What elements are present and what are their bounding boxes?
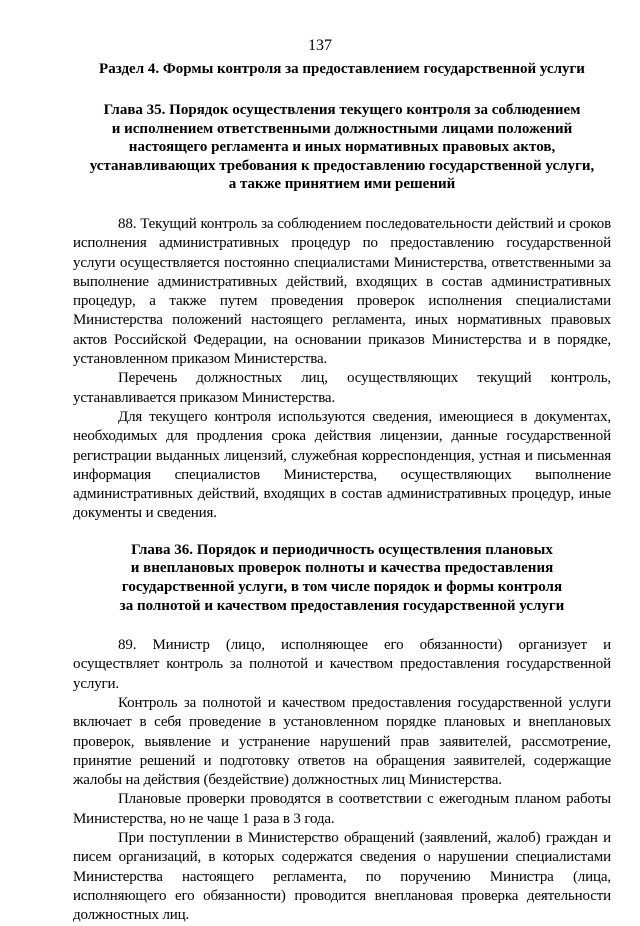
document-body (73, 60, 611, 926)
page-number: 137 (308, 37, 332, 54)
chapter-title-line: и внеплановых проверок полноты и качества предоставления (130, 560, 554, 577)
chapter-title-line: устанавливающих требования к предоставлению государственной услуги, (89, 157, 595, 174)
chapter-title-line: Глава 35. Порядок осуществления текущего контроля за соблюдением (103, 102, 581, 118)
chapter-title (73, 541, 611, 615)
paragraph: При поступлении в Министерство обращений (заявлений, жалоб) граждан и писем организаций, в которых содержатся сведения о нарушении специалистами Министерства настоящего регламента, по поручению Министра (лица, исполняющего его обязанности) проводится внеплановая проверка деятельности должностных лиц. (73, 830, 611, 924)
chapter-title-line: за полнотой и качеством предоставления государственной услуги (119, 597, 565, 614)
chapter-title-line: Глава 36. Порядок и периодичность осуществления плановых (131, 541, 553, 558)
section-title: Раздел 4. Формы контроля за предоставлением государственной услуги (99, 61, 585, 77)
paragraph-89: 89. Министр (лицо, исполняющее его обязанности) организует и осуществляет контроль за полнотой и качеством предоставления государственной услуги. (73, 637, 611, 692)
paragraph: Плановые проверки проводятся в соответствии с ежегодным планом работы Министерства, но не чаще 1 раза в 3 года. (73, 791, 611, 827)
chapter-title-line: а также принятием ими решений (228, 176, 456, 193)
paragraph: Для текущего контроля используются сведения, имеющиеся в документах, необходимых для продления срока действия лицензии, данные государственной регистрации выданных лицензий, служебная корреспонденция, устная и письменная информация специалистов Министерства, осуществляющих выполнение административных действий, входящих в состав административных процедур, иные документы и сведения. (73, 408, 611, 522)
chapter-35 (73, 101, 611, 524)
paragraph: Контроль за полнотой и качеством предоставления государственной услуги включает в себя проведение в установленном порядке плановых и внеплановых проверок, выявление и устранение нарушений прав заявителей, рассмотрение, принятие решений и подготовку ответов на обращения заявителей, содержащие жалобы на действия (бездействие) должностных лиц Министерства. (73, 694, 611, 789)
paragraph: Перечень должностных лиц, осуществляющих текущий контроль, устанавливается приказом Министерства. (73, 370, 611, 406)
paragraph-88: 88. Текущий контроль за соблюдением последовательности действий и сроков исполнения административных процедур по предоставлению государственной услуги осуществляется постоянно специалистами Министерства, ответственными за выполнение административных действий, входящих в состав административных процедур, а также путем проведения проверок исполнения специалистами Министерства положений настоящего регламента, иных нормативных правовых актов Российской Федерации, на основании приказов Министерства и в порядке, установленном приказом Министерства. (73, 215, 611, 368)
chapter-title-line: государственной услуги, в том числе порядок и формы контроля (121, 578, 563, 595)
chapter-title-line: настоящего регламента и иных нормативных правовых актов, (128, 139, 556, 156)
chapter-title-line: и исполнением ответственными должностными лицами положений (111, 120, 573, 137)
chapter-title (73, 101, 611, 194)
chapter-36 (73, 541, 611, 926)
